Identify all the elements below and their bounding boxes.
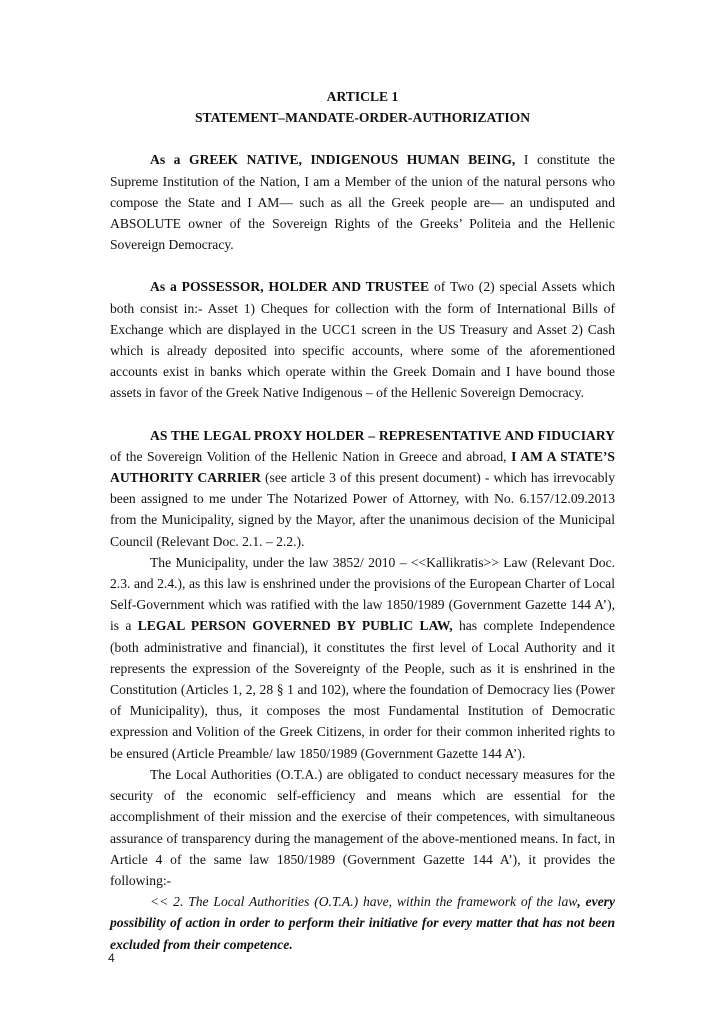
paragraph-local-authorities: [110, 764, 615, 891]
quote-italic: << 2. The Local Authorities (O.T.A.) have, within the framework of the law: [150, 894, 578, 910]
paragraph-text: has complete Independence (both administrative and financial), it constitutes the first level of Local Authority and it represents the expression of the Sovereignty of the People, such as it is enshrined in the Constitution (Articles 1, 2, 28 § 1 and 102), where the foundation of Democracy lies (Power of Municipality), thus, it composes the most Fundamental Institution of Democratic expression and Volition of the Greek Citizens, in order for their common inherited rights to be ensured (Article Preamble/ law 1850/1989 (Government Gazette 144 A’).: [110, 618, 615, 761]
paragraph-inline-bold: I AM A STATE’S AUTHORITY CARRIER: [110, 448, 615, 486]
paragraph-inline-bold: LEGAL PERSON GOVERNED BY PUBLIC LAW,: [137, 618, 453, 634]
article-heading: ARTICLE 1: [326, 89, 399, 104]
paragraph-text: The Municipality, under the law 3852/ 2010 – <<Kallikratis>> Law (Relevant Doc. 2.3. and 2.4.), as this law is enshrined under the provisions of the European Charter of Local Self-Government which was ratified with the law 1850/1989 (Government Gazette 144 A’), is a: [110, 554, 615, 634]
paragraph-text: I constitute the Supreme Institution of the Nation, I am a Member of the union of the natural persons who compose the State and I AM— such as all the Greek people are— an undisputed and ABSOLUTE owner of the Sovereign Rights of the Greeks’ Politeia and the Hellenic Sovereign Democracy.: [110, 152, 615, 253]
paragraph-legal-proxy: [110, 425, 615, 552]
paragraph-text: of Two (2) special Assets which both consist in:- Asset 1) Cheques for collection with the form of International Bills of Exchange which are displayed in the UCC1 screen in the US Treasury and Asset 2) Cash which is already deposited into specific accounts, where some of the aforementioned accounts exist in banks which operate within the Greek Domain and I have bound those assets in favor of the Greek Native Indigenous – of the Hellenic Sovereign Democracy.: [110, 279, 616, 401]
quote-bold-italic: , every possibility of action in order to perform their initiative for every matter that has not been excluded from their competence.: [110, 894, 615, 952]
paragraph-possessor: [110, 276, 615, 403]
paragraph-greek-native: [110, 149, 615, 255]
article-subheading: STATEMENT–MANDATE-ORDER-AUTHORIZATION: [194, 110, 531, 126]
document-body: [110, 86, 615, 955]
paragraph-text: The Local Authorities (O.T.A.) are obligated to conduct necessary measures for the security of the economic self-efficiency and means which are essential for the accomplishment of their mission and the exercise of their competences, with simultaneous assurance of transparency during the management of the above-mentioned means. In fact, in Article 4 of the same law 1850/1989 (Government Gazette 144 A’), it provides the following:-: [110, 766, 615, 888]
page-number: 4: [108, 951, 115, 965]
paragraph-lead-bold: AS THE LEGAL PROXY HOLDER – REPRESENTATIVE AND FIDUCIARY: [150, 427, 615, 443]
paragraph-lead-bold: As a POSSESSOR, HOLDER AND TRUSTEE: [150, 279, 430, 295]
paragraph-municipality: [110, 552, 615, 764]
paragraph-lead-bold: As a GREEK NATIVE, INDIGENOUS HUMAN BEING,: [150, 152, 516, 168]
paragraph-text: (see article 3 of this present document) - which has irrevocably been assigned to me under The Notarized Power of Attorney, with No. 6.157/12.09.2013 from the Municipality, signed by the Mayor, after the unanimous decision of the Municipal Council (Relevant Doc. 2.1. – 2.2.).: [110, 470, 615, 549]
paragraph-text: of the Sovereign Volition of the Hellenic Nation in Greece and abroad,: [110, 448, 512, 464]
paragraph-quote: [110, 891, 615, 955]
